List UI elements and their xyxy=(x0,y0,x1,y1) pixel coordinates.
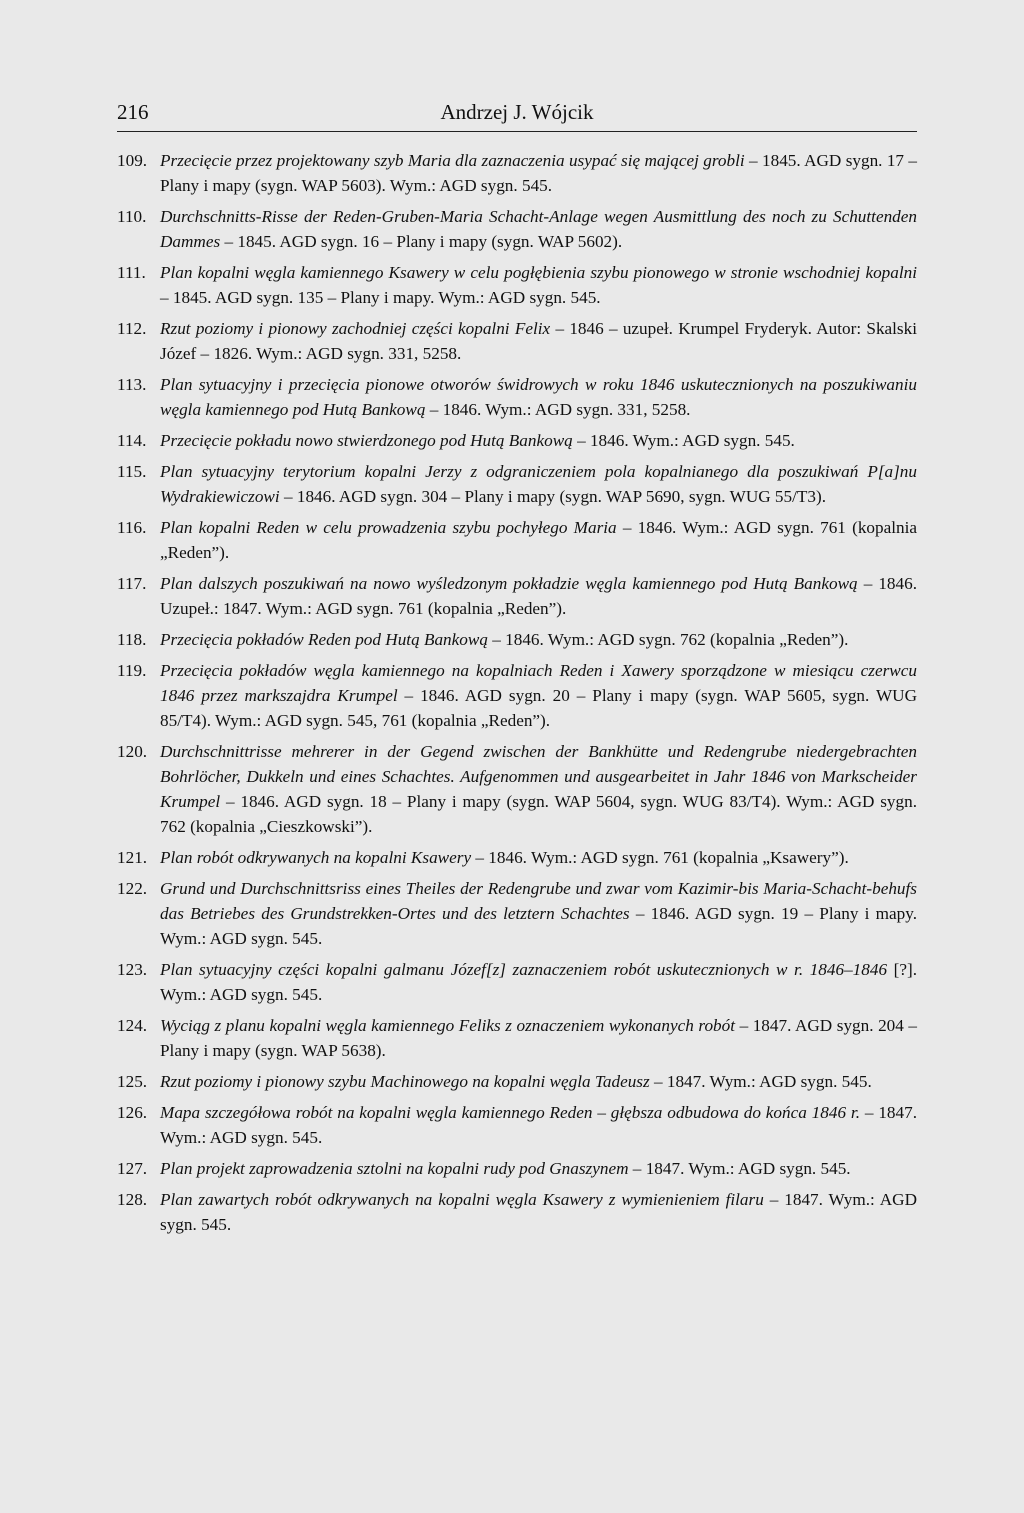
author-name: Andrzej J. Wójcik xyxy=(440,100,594,124)
entry-title: Wyciąg z planu kopalni węgla kamiennego Feliks z oznaczeniem wykonanych robót xyxy=(160,1016,736,1035)
list-item xyxy=(117,148,917,198)
list-item xyxy=(117,428,917,453)
entry-details: – 1845. AGD sygn. 135 – Plany i mapy. Wym.: AGD sygn. 545. xyxy=(160,288,601,307)
entry-details: [?]. Wym.: AGD sygn. 545. xyxy=(160,960,917,1004)
entry-details: – 1846. Wym.: AGD sygn. 545. xyxy=(572,431,795,450)
entry-title: Plan zawartych robót odkrywanych na kopalni węgla Ksawery z wymienieniem filaru xyxy=(160,1190,764,1209)
entry-number: 120. xyxy=(117,742,148,761)
entry-number: 123. xyxy=(117,960,148,979)
entry-title: Plan dalszych poszukiwań na nowo wyśledzonym pokładzie węgla kamiennego pod Hutą Bankową xyxy=(160,574,858,593)
entry-number: 114. xyxy=(117,431,147,450)
list-item xyxy=(117,515,917,565)
entry-number: 113. xyxy=(117,375,147,394)
entry-details: – 1847. AGD sygn. 204 – Plany i mapy (sygn. WAP 5638). xyxy=(160,1016,918,1060)
entry-title: Plan sytuacyjny części kopalni galmanu Józef[z] zaznaczeniem robót uskutecznionych w r. 1846–1846 xyxy=(160,960,888,979)
entry-number: 109. xyxy=(117,151,148,170)
entry-details: – 1846. AGD sygn. 18 – Plany i mapy (sygn. WAP 5604, sygn. WUG 83/T4). Wym.: AGD sygn. 762 (kopalnia „Cieszkowski”). xyxy=(160,792,917,836)
entry-list xyxy=(117,148,917,1243)
entry-number: 111. xyxy=(117,263,146,282)
entry-details: – 1845. AGD sygn. 16 – Plany i mapy (sygn. WAP 5602). xyxy=(220,232,623,251)
entry-title: Przecięcie przez projektowany szyb Maria dla zaznaczenia usypać się mającej grobli xyxy=(160,151,745,170)
entry-title: Rzut poziomy i pionowy szybu Machinowego na kopalni węgla Tadeusz xyxy=(160,1072,650,1091)
entry-title: Durchschnitts-Risse der Reden-Gruben-Maria Schacht-Anlage wegen Ausmittlung des noch zu Schuttenden Dammes xyxy=(160,207,917,251)
header-rule xyxy=(117,131,917,132)
list-item xyxy=(117,372,917,422)
list-item xyxy=(117,204,917,254)
entry-title: Durchschnittrisse mehrerer in der Gegend zwischen der Bankhütte und Redengrube niedergebrachten Bohrlöcher, Dukkeln und eines Schachtes. Aufgenommen und ausgearbeitet in Jahr 1846 von Markscheider Krumpel xyxy=(160,742,917,811)
entry-number: 110. xyxy=(117,207,147,226)
entry-number: 119. xyxy=(117,661,147,680)
entry-title: Grund und Durchschnittsriss eines Theiles der Redengrube und zwar vom Kazimir-bis Maria-Schacht-behufs das Betriebes des Grundstrekken-Ortes und des letztern Schachtes xyxy=(160,879,917,923)
entry-details: – 1846. AGD sygn. 20 – Plany i mapy (sygn. WAP 5605, sygn. WUG 85/T4). Wym.: AGD sygn. 545, 761 (kopalnia „Reden”). xyxy=(160,686,917,730)
entry-title: Przecięcie pokładu nowo stwierdzonego pod Hutą Bankową xyxy=(160,431,573,450)
entry-title: Plan kopalni Reden w celu prowadzenia szybu pochyłego Maria xyxy=(160,518,617,537)
entry-details: – 1846. Uzupeł.: 1847. Wym.: AGD sygn. 761 (kopalnia „Reden”). xyxy=(160,574,918,618)
entry-details: – 1846. Wym.: AGD sygn. 331, 5258. xyxy=(425,400,691,419)
entry-details: – 1847. Wym.: AGD sygn. 545. xyxy=(649,1072,872,1091)
entry-details: – 1846. Wym.: AGD sygn. 761 (kopalnia „Reden”). xyxy=(160,518,918,562)
entry-details: – 1846. AGD sygn. 304 – Plany i mapy (sygn. WAP 5690, sygn. WUG 55/T3). xyxy=(279,487,827,506)
entry-title: Rzut poziomy i pionowy zachodniej części kopalni Felix xyxy=(160,319,551,338)
entry-number: 124. xyxy=(117,1016,148,1035)
entry-number: 115. xyxy=(117,462,147,481)
entry-details: – 1846. Wym.: AGD sygn. 762 (kopalnia „Reden”). xyxy=(487,630,849,649)
entry-details: – 1847. Wym.: AGD sygn. 545. xyxy=(160,1103,917,1147)
list-item xyxy=(117,957,917,1007)
list-item xyxy=(117,260,917,310)
entry-number: 118. xyxy=(117,630,147,649)
entry-number: 121. xyxy=(117,848,148,867)
list-item xyxy=(117,739,917,839)
entry-details: – 1847. Wym.: AGD sygn. 545. xyxy=(628,1159,851,1178)
entry-title: Plan robót odkrywanych na kopalni Ksawery xyxy=(160,848,472,867)
entry-title: Plan projekt zaprowadzenia sztolni na kopalni rudy pod Gnaszynem xyxy=(160,1159,629,1178)
entry-title: Plan kopalni węgla kamiennego Ksawery w celu pogłębienia szybu pionowego w stronie wschodniej kopalni xyxy=(160,263,917,282)
list-item xyxy=(117,571,917,621)
entry-number: 117. xyxy=(117,574,147,593)
entry-title: Plan sytuacyjny terytorium kopalni Jerzy z odgraniczeniem pola kopalnianego dla poszukiwań P[a]nu Wydrakiewiczowi xyxy=(160,462,917,506)
entry-number: 125. xyxy=(117,1072,148,1091)
page-number: 216 xyxy=(117,100,149,124)
entry-details: – 1846. AGD sygn. 19 – Plany i mapy. Wym.: AGD sygn. 545. xyxy=(160,904,917,948)
entry-title: Mapa szczegółowa robót na kopalni węgla kamiennego Reden – głębsza odbudowa do końca 1846 r. xyxy=(160,1103,860,1122)
list-item xyxy=(117,1187,917,1237)
entry-number: 122. xyxy=(117,879,148,898)
entry-details: – 1847. Wym.: AGD sygn. 545. xyxy=(160,1190,917,1234)
entry-number: 112. xyxy=(117,319,147,338)
entry-details: – 1845. AGD sygn. 17 – Plany i mapy (sygn. WAP 5603). Wym.: AGD sygn. 545. xyxy=(160,151,917,195)
entry-title: Plan sytuacyjny i przecięcia pionowe otworów świdrowych w roku 1846 uskutecznionych na poszukiwaniu węgla kamiennego pod Hutą Bankową xyxy=(160,375,917,419)
list-item xyxy=(117,658,917,733)
entry-title: Przecięcia pokładów węgla kamiennego na kopalniach Reden i Xawery sporządzone w miesiącu czerwcu 1846 przez markszajdra Krumpel xyxy=(160,661,917,705)
list-item xyxy=(117,459,917,509)
list-item xyxy=(117,1156,917,1181)
entry-title: Przecięcia pokładów Reden pod Hutą Bankową xyxy=(160,630,488,649)
list-item xyxy=(117,845,917,870)
list-item xyxy=(117,316,917,366)
running-header xyxy=(117,98,917,130)
entry-details: – 1846 – uzupeł. Krumpel Fryderyk. Autor: Skalski Józef – 1826. Wym.: AGD sygn. 331, 5258. xyxy=(160,319,917,363)
list-item xyxy=(117,876,917,951)
entry-number: 116. xyxy=(117,518,147,537)
list-item xyxy=(117,1100,917,1150)
entry-number: 127. xyxy=(117,1159,148,1178)
entry-number: 126. xyxy=(117,1103,148,1122)
entry-number: 128. xyxy=(117,1190,148,1209)
list-item xyxy=(117,627,917,652)
entry-details: – 1846. Wym.: AGD sygn. 761 (kopalnia „Ksawery”). xyxy=(471,848,849,867)
list-item xyxy=(117,1069,917,1094)
list-item xyxy=(117,1013,917,1063)
